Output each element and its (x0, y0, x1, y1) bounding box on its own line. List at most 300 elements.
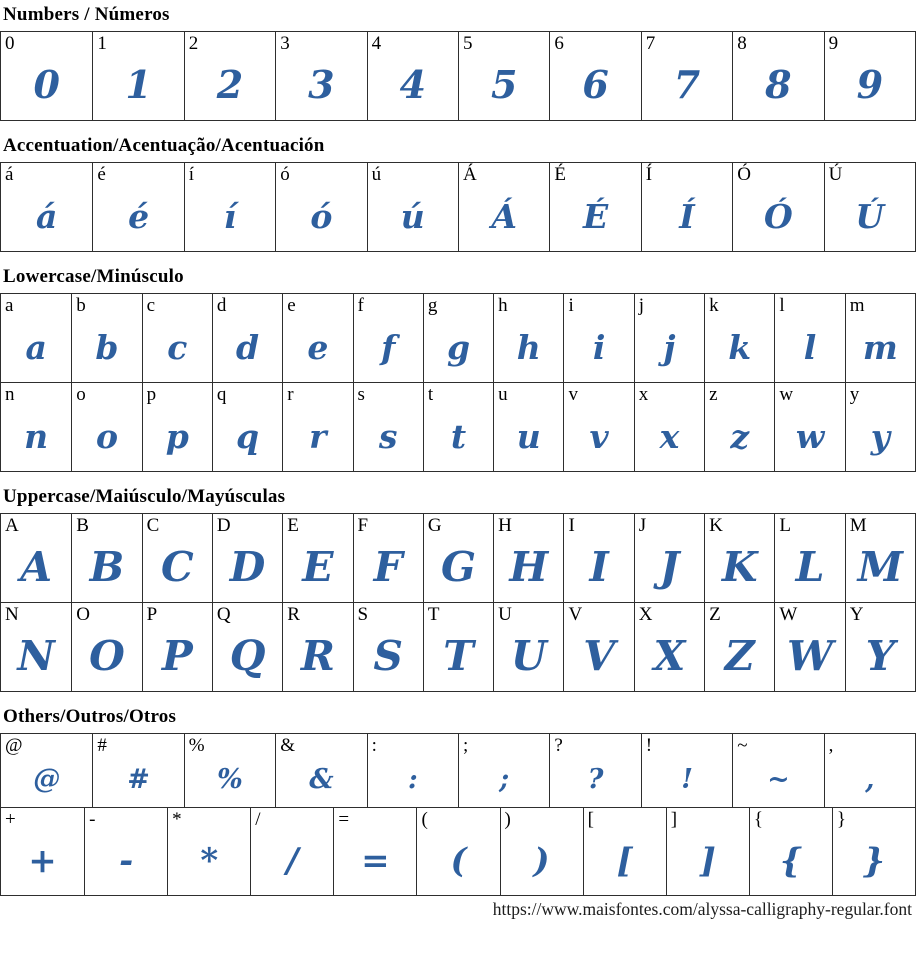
char-label: R (287, 604, 300, 625)
glyph-cell (774, 294, 844, 382)
calligraphy-glyph: 7 (673, 62, 701, 108)
calligraphy-glyph: ( (450, 840, 467, 881)
calligraphy-glyph: C (160, 542, 194, 591)
glyph-cell (212, 514, 282, 602)
calligraphy-glyph: q (236, 416, 260, 456)
calligraphy-glyph: k (728, 327, 752, 367)
glyph-cell (282, 294, 352, 382)
glyph-area (494, 317, 563, 382)
char-label: 2 (188, 33, 199, 54)
glyph-cell (824, 734, 915, 807)
glyph-area (564, 317, 633, 382)
char-label: ] (670, 809, 678, 830)
char-label: ( (421, 809, 428, 830)
calligraphy-glyph: á (36, 196, 58, 236)
char-label: M (849, 515, 867, 536)
section-title: Accentuation/Acentuação/Acentuación (3, 135, 325, 156)
glyph-area (334, 831, 416, 895)
glyph-area (550, 55, 640, 120)
calligraphy-glyph: J (659, 542, 680, 591)
glyph-area (564, 537, 633, 602)
char-label: A (5, 515, 19, 536)
calligraphy-glyph: w (795, 416, 825, 456)
char-label: % (188, 735, 205, 756)
glyph-cell (184, 734, 275, 807)
glyph-cell (423, 294, 493, 382)
char-label: + (5, 809, 16, 830)
glyph-cell (704, 294, 774, 382)
section-numbers (0, 4, 916, 121)
calligraphy-glyph: Ó (764, 196, 793, 236)
glyph-cell (250, 808, 333, 895)
glyph-cell (282, 514, 352, 602)
glyph-area (143, 406, 212, 471)
glyph-cell (367, 163, 458, 251)
glyph-area (550, 757, 640, 807)
calligraphy-glyph: r (309, 416, 327, 456)
calligraphy-glyph: ~ (767, 764, 790, 796)
calligraphy-glyph: Á (491, 196, 517, 236)
glyph-area (846, 317, 915, 382)
char-label: P (146, 604, 158, 625)
calligraphy-glyph: % (217, 764, 243, 796)
glyph-area (213, 317, 282, 382)
glyph-area (705, 406, 774, 471)
glyph-cell (282, 383, 352, 471)
glyph-area (775, 626, 844, 691)
calligraphy-glyph: Y (865, 631, 895, 680)
glyph-cell (142, 514, 212, 602)
calligraphy-glyph: Q (229, 631, 266, 680)
glyph-area (424, 626, 493, 691)
glyph-area (584, 831, 666, 895)
glyph-area (185, 186, 275, 251)
glyph-cell (549, 734, 640, 807)
glyph-cell (71, 603, 141, 691)
calligraphy-glyph: I (589, 542, 609, 591)
glyph-cell (641, 163, 732, 251)
calligraphy-glyph: + (28, 840, 57, 881)
section-title: Lowercase/Minúsculo (3, 266, 184, 287)
glyph-area (494, 537, 563, 602)
char-label: 6 (554, 33, 564, 54)
glyph-cell (353, 603, 423, 691)
calligraphy-glyph: D (229, 542, 266, 591)
glyph-area (775, 406, 844, 471)
calligraphy-glyph: , (865, 764, 875, 796)
glyph-cell (732, 163, 823, 251)
glyph-area (825, 757, 915, 807)
glyph-area (85, 831, 167, 895)
calligraphy-glyph: ? (587, 764, 604, 796)
glyph-area (846, 406, 915, 471)
glyph-area (143, 626, 212, 691)
glyph-area (775, 537, 844, 602)
calligraphy-glyph: m (862, 327, 898, 367)
glyph-area (1, 406, 71, 471)
calligraphy-glyph: E (302, 542, 334, 591)
glyph-cell (563, 383, 633, 471)
calligraphy-glyph: ú (400, 196, 425, 236)
char-label: d (216, 295, 227, 316)
calligraphy-glyph: F (373, 542, 403, 591)
glyph-cell (212, 383, 282, 471)
section-title: Uppercase/Maiúsculo/Mayúsculas (3, 486, 286, 507)
calligraphy-glyph: f (381, 327, 396, 367)
glyph-cell (563, 294, 633, 382)
char-label: g (427, 295, 438, 316)
char-label: N (5, 604, 19, 625)
glyph-area (354, 626, 423, 691)
glyph-cell (212, 603, 282, 691)
glyph-cell (634, 383, 704, 471)
calligraphy-glyph: * (200, 840, 219, 881)
char-label: 7 (645, 33, 656, 54)
char-label: 0 (5, 33, 15, 54)
char-label: ~ (737, 735, 748, 756)
char-label: Z (709, 604, 721, 625)
char-label: E (287, 515, 299, 536)
char-label: ! (645, 735, 653, 756)
char-label: U (498, 604, 512, 625)
calligraphy-glyph: A (20, 542, 53, 591)
glyph-cell (774, 383, 844, 471)
char-label: # (97, 735, 107, 756)
calligraphy-glyph: g (446, 327, 471, 367)
char-label: Ó (737, 164, 751, 185)
glyph-cell (641, 32, 732, 120)
char-label: u (498, 384, 508, 405)
char-label: G (427, 515, 442, 536)
glyph-area (283, 317, 352, 382)
char-label: x (638, 384, 649, 405)
char-label: W (779, 604, 798, 625)
char-label: v (568, 384, 578, 405)
char-label: Ú (828, 164, 843, 185)
calligraphy-glyph: K (721, 542, 758, 591)
glyph-area (283, 406, 352, 471)
glyph-area (667, 831, 749, 895)
char-label: S (357, 604, 369, 625)
char-label: V (568, 604, 583, 625)
glyph-cell (275, 32, 366, 120)
glyph-area (459, 55, 549, 120)
char-label: h (498, 295, 508, 316)
glyph-area (283, 626, 352, 691)
glyph-cell (184, 32, 275, 120)
glyph-cell (641, 734, 732, 807)
calligraphy-glyph: t (450, 416, 467, 456)
calligraphy-glyph: N (17, 631, 55, 680)
section-others (0, 706, 916, 896)
calligraphy-glyph: o (95, 416, 118, 456)
char-label: L (779, 515, 791, 536)
char-label: ? (554, 735, 563, 756)
glyph-cell (549, 32, 640, 120)
calligraphy-glyph: u (516, 416, 541, 456)
glyph-cell (92, 163, 183, 251)
calligraphy-glyph: & (309, 764, 334, 796)
char-label: - (89, 809, 96, 830)
calligraphy-glyph: ; (499, 764, 510, 796)
calligraphy-glyph: V (583, 631, 616, 680)
glyph-cell (493, 294, 563, 382)
glyph-cell (1, 163, 92, 251)
glyph-cell (549, 163, 640, 251)
glyph-area (185, 757, 275, 807)
calligraphy-glyph: n (24, 416, 49, 456)
calligraphy-glyph: c (167, 327, 188, 367)
glyph-area (550, 186, 640, 251)
glyph-area (635, 537, 704, 602)
char-label: o (76, 384, 86, 405)
calligraphy-glyph: i (592, 327, 606, 367)
glyph-row (0, 602, 916, 692)
glyph-area (733, 757, 823, 807)
calligraphy-glyph: : (407, 764, 418, 796)
glyph-row (0, 513, 916, 603)
glyph-cell (423, 603, 493, 691)
glyph-cell (458, 163, 549, 251)
glyph-cell (71, 294, 141, 382)
calligraphy-glyph: 9 (856, 62, 884, 108)
calligraphy-glyph: l (803, 327, 817, 367)
calligraphy-glyph: X (653, 631, 686, 680)
glyph-cell (704, 603, 774, 691)
glyph-area (213, 406, 282, 471)
glyph-area (368, 186, 458, 251)
calligraphy-glyph: 6 (582, 62, 609, 108)
char-label: l (779, 295, 785, 316)
glyph-cell (184, 163, 275, 251)
char-label: 5 (463, 33, 473, 54)
glyph-area (213, 537, 282, 602)
glyph-cell (634, 514, 704, 602)
glyph-cell (282, 603, 352, 691)
glyph-cell (416, 808, 499, 895)
char-label: p (146, 384, 157, 405)
glyph-area (846, 537, 915, 602)
calligraphy-glyph: # (127, 764, 150, 796)
glyph-area (1, 831, 84, 895)
char-label: H (498, 515, 512, 536)
calligraphy-glyph: ) (533, 840, 550, 881)
calligraphy-glyph: M (857, 542, 904, 591)
char-label: @ (5, 735, 23, 756)
calligraphy-glyph: p (165, 416, 189, 456)
glyph-cell (84, 808, 167, 895)
char-label: n (5, 384, 15, 405)
specimen-sections (0, 4, 916, 896)
glyph-area (501, 831, 583, 895)
font-specimen-page (0, 4, 916, 920)
calligraphy-glyph: y (870, 416, 890, 456)
section-lowercase (0, 266, 916, 472)
char-label: C (146, 515, 160, 536)
calligraphy-glyph: H (509, 542, 549, 591)
char-label: 4 (371, 33, 382, 54)
glyph-cell (583, 808, 666, 895)
calligraphy-glyph: T (443, 631, 474, 680)
char-label: ) (504, 809, 511, 830)
char-label: ú (371, 164, 382, 185)
char-label: r (287, 384, 294, 405)
glyph-area (93, 757, 183, 807)
calligraphy-glyph: [ (616, 840, 633, 881)
glyph-cell (142, 383, 212, 471)
glyph-cell (167, 808, 250, 895)
glyph-cell (732, 734, 823, 807)
glyph-area (424, 537, 493, 602)
glyph-cell (832, 808, 915, 895)
glyph-cell (458, 32, 549, 120)
calligraphy-glyph: S (373, 631, 403, 680)
calligraphy-glyph: = (361, 840, 390, 881)
char-label: K (709, 515, 723, 536)
glyph-area (642, 757, 732, 807)
glyph-row (0, 807, 916, 896)
glyph-cell (275, 734, 366, 807)
glyph-cell (493, 603, 563, 691)
glyph-area (733, 186, 823, 251)
char-label: ; (463, 735, 469, 756)
glyph-cell (353, 294, 423, 382)
calligraphy-glyph: 4 (399, 62, 427, 108)
glyph-row (0, 31, 916, 121)
char-label: k (709, 295, 719, 316)
glyph-cell (367, 32, 458, 120)
calligraphy-glyph: í (223, 196, 237, 236)
calligraphy-glyph: ] (699, 840, 716, 881)
calligraphy-glyph: b (95, 327, 119, 367)
glyph-area (705, 537, 774, 602)
glyph-area (354, 406, 423, 471)
glyph-cell (353, 514, 423, 602)
char-label: D (216, 515, 231, 536)
glyph-cell (1, 734, 92, 807)
char-label: & (280, 735, 295, 756)
glyph-cell (493, 514, 563, 602)
glyph-area (1, 626, 71, 691)
char-label: / (255, 809, 261, 830)
calligraphy-glyph: L (795, 542, 825, 591)
glyph-cell (1, 514, 71, 602)
glyph-area (368, 757, 458, 807)
char-label: [ (587, 809, 594, 830)
glyph-cell (634, 603, 704, 691)
calligraphy-glyph: v (589, 416, 609, 456)
glyph-cell (704, 514, 774, 602)
glyph-cell (774, 603, 844, 691)
calligraphy-glyph: h (516, 327, 541, 367)
calligraphy-glyph: 8 (765, 62, 792, 108)
calligraphy-glyph: 5 (490, 62, 518, 108)
glyph-cell (824, 32, 915, 120)
glyph-cell (423, 514, 493, 602)
glyph-area (635, 406, 704, 471)
glyph-cell (845, 383, 915, 471)
glyph-area (354, 317, 423, 382)
glyph-area (417, 831, 499, 895)
section-uppercase (0, 486, 916, 692)
glyph-cell (353, 383, 423, 471)
char-label: 8 (737, 33, 747, 54)
char-label: ó (280, 164, 290, 185)
char-label: É (554, 164, 566, 185)
char-label: y (849, 384, 860, 405)
calligraphy-glyph: e (307, 327, 329, 367)
section-title: Others/Outros/Otros (3, 706, 177, 727)
char-label: i (568, 295, 574, 316)
glyph-cell (1, 603, 71, 691)
glyph-cell (845, 603, 915, 691)
glyph-area (213, 626, 282, 691)
calligraphy-glyph: - (119, 840, 134, 881)
char-label: í (188, 164, 195, 185)
glyph-area (459, 757, 549, 807)
glyph-cell (634, 294, 704, 382)
section-title: Numbers / Números (3, 4, 170, 25)
glyph-area (564, 406, 633, 471)
glyph-area (825, 186, 915, 251)
char-label: s (357, 384, 365, 405)
glyph-cell (749, 808, 832, 895)
char-label: w (779, 384, 794, 405)
glyph-cell (275, 163, 366, 251)
calligraphy-glyph: s (378, 416, 398, 456)
char-label: { (753, 809, 763, 830)
glyph-area (276, 186, 366, 251)
glyph-area (354, 537, 423, 602)
calligraphy-glyph: Z (724, 631, 755, 680)
glyph-cell (1, 383, 71, 471)
glyph-cell (367, 734, 458, 807)
calligraphy-glyph: O (89, 631, 125, 680)
glyph-cell (563, 603, 633, 691)
glyph-row (0, 733, 916, 808)
glyph-area (705, 317, 774, 382)
char-label: m (849, 295, 865, 316)
char-label: Y (849, 604, 864, 625)
glyph-cell (1, 32, 92, 120)
glyph-cell (92, 32, 183, 120)
glyph-cell (1, 294, 71, 382)
glyph-row (0, 293, 916, 383)
glyph-cell (71, 383, 141, 471)
glyph-area (1, 757, 92, 807)
calligraphy-glyph: z (730, 416, 750, 456)
glyph-area (424, 406, 493, 471)
char-label: 9 (828, 33, 839, 54)
calligraphy-glyph: 2 (216, 62, 244, 108)
calligraphy-glyph: / (286, 840, 299, 881)
char-label: * (172, 809, 182, 830)
calligraphy-glyph: 3 (308, 62, 335, 108)
glyph-area (72, 317, 141, 382)
glyph-area (775, 317, 844, 382)
glyph-cell (458, 734, 549, 807)
calligraphy-glyph: Ú (855, 196, 885, 236)
glyph-area (368, 55, 458, 120)
glyph-cell (493, 383, 563, 471)
glyph-area (733, 55, 823, 120)
char-label: á (5, 164, 14, 185)
char-label: O (76, 604, 91, 625)
glyph-area (251, 831, 333, 895)
glyph-area (846, 626, 915, 691)
calligraphy-glyph: B (89, 542, 125, 591)
glyph-cell (704, 383, 774, 471)
